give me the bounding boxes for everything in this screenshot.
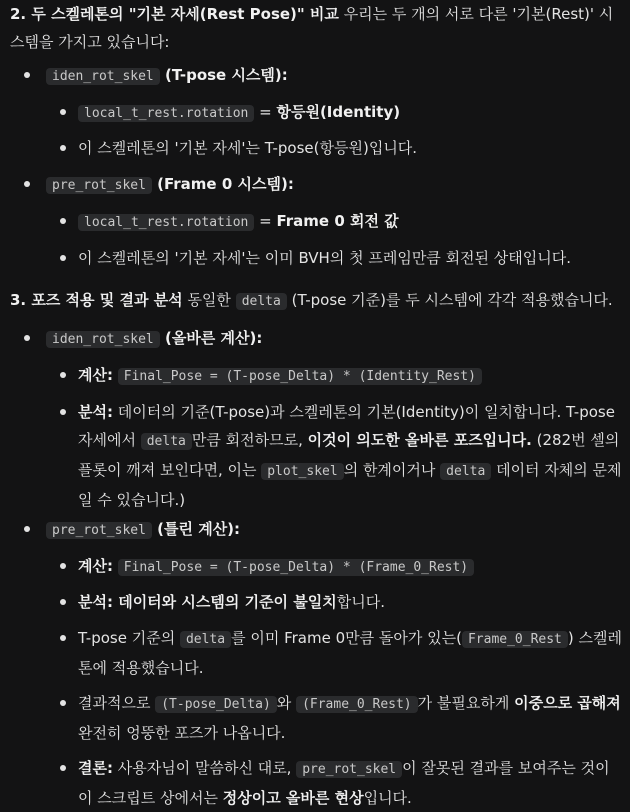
bullet-dot	[60, 109, 66, 115]
code-local-t-rest-rotation: local_t_rest.rotation	[78, 214, 254, 231]
bullet-dot	[60, 255, 66, 261]
analysis-label: 분석:	[78, 593, 113, 611]
code-calc-formula: Final_Pose = (T-pose_Delta) * (Frame_0_Rest)	[118, 559, 474, 576]
iden-system-label: (T-pose 시스템):	[159, 66, 288, 84]
result-text: 가 불필요하게	[417, 694, 515, 712]
code-delta: delta	[440, 463, 491, 480]
section-3-paragraph	[10, 286, 626, 316]
result-text: 결과적으로	[78, 694, 156, 712]
conclusion-text: 사용자님이 말씀하신 대로,	[112, 759, 297, 777]
equals-sign: =	[254, 103, 277, 121]
bullet-pre-rest-description: 이 스켈레톤의 '기본 자세'는 이미 BVH의 첫 프레임만큼 회전된 상태입니다.	[78, 249, 572, 267]
identity-value: 항등원(Identity)	[276, 103, 401, 121]
code-pre-rot-skel: pre_rot_skel	[46, 177, 152, 194]
bullet-dot	[60, 145, 66, 151]
bullet-dot	[24, 181, 30, 187]
code-tpose-delta: (T-pose_Delta)	[155, 696, 277, 713]
code-calc-formula: Final_Pose = (T-pose_Delta) * (Identity_Rest)	[118, 368, 482, 385]
code-pre-rot-skel: pre_rot_skel	[296, 761, 402, 778]
bullet-dot	[60, 218, 66, 224]
bullet-pre-tpose	[78, 624, 624, 682]
code-delta: delta	[141, 433, 192, 450]
code-frame0-rest: (Frame_0_Rest)	[296, 696, 418, 713]
bullet-pre-result	[78, 689, 624, 747]
bullet-dot	[60, 700, 66, 706]
code-local-t-rest-rotation: local_t_rest.rotation	[78, 105, 254, 122]
section-3-text: (T-pose 기준)를 두 시스템에 각각 적용했습니다.	[286, 291, 613, 309]
bullet-iden-correct	[46, 324, 262, 354]
code-iden-rot-skel: iden_rot_skel	[46, 68, 160, 85]
bullet-pre-wrong	[46, 515, 240, 545]
equals-sign: =	[254, 212, 277, 230]
bullet-pre-analysis	[78, 588, 385, 616]
code-pre-rot-skel: pre_rot_skel	[46, 522, 152, 539]
result-text: 와	[276, 694, 297, 712]
bullet-dot	[60, 765, 66, 771]
bullet-iden-analysis	[78, 398, 630, 514]
wrong-calc-label: (틀린 계산):	[151, 520, 241, 538]
correct-calc-label: (올바른 계산):	[159, 329, 263, 347]
bullet-pre-rest-rotation	[78, 207, 399, 237]
bullet-dot	[60, 635, 66, 641]
conclusion-text: 이 잘못된 결과를 보여주는 것이 이 스크립트 상에서는	[78, 759, 610, 807]
conclusion-text: 입니다.	[363, 789, 412, 807]
pre-system-label: (Frame 0 시스템):	[151, 175, 294, 193]
analysis-text: 데이터의 기준(T-pose)과 스켈레톤의 기본(Identity)이 일치합니다. T-pose 자세에서	[78, 403, 615, 449]
bullet-dot	[60, 563, 66, 569]
tpose-text: ) 스켈레톤에 적용했습니다.	[78, 629, 622, 677]
frame0-value: Frame 0 회전 값	[276, 212, 399, 230]
section-2-paragraph	[10, 0, 626, 56]
result-emphasis: 이중으로 곱해져	[514, 694, 621, 712]
code-delta: delta	[236, 293, 287, 310]
bullet-pre-system	[46, 170, 294, 200]
bullet-dot	[24, 335, 30, 341]
section-2-title: 2. 두 스켈레톤의 "기본 자세(Rest Pose)" 비교	[10, 5, 339, 23]
tpose-text: T-pose 기준의	[78, 629, 180, 647]
bullet-pre-conclusion	[78, 754, 624, 812]
bullet-dot	[60, 409, 66, 415]
conclusion-label: 결론:	[78, 759, 113, 777]
analysis-text: 의 한계이거나	[343, 461, 441, 479]
bullet-dot	[60, 372, 66, 378]
bullet-iden-rest-description: 이 스켈레톤의 '기본 자세'는 T-pose(항등원)입니다.	[78, 139, 418, 157]
conclusion-emphasis: 정상이고 올바른 현상	[222, 789, 364, 807]
bullet-pre-calc	[78, 552, 474, 582]
calc-label: 계산:	[78, 557, 113, 575]
analysis-text: (282번 셀의 플롯이 깨져 보인다면, 이는	[78, 431, 620, 479]
result-text: 완전히 엉뚱한 포즈가 나옵니다.	[78, 724, 286, 742]
analysis-text: 합니다.	[336, 593, 385, 611]
section-3-title: 3. 포즈 적용 및 결과 분석	[10, 291, 183, 309]
code-delta: delta	[180, 631, 231, 648]
tpose-text: 를 이미 Frame 0만큼 돌아가 있는(	[231, 629, 462, 647]
bullet-iden-system	[46, 61, 288, 91]
bullet-dot	[60, 599, 66, 605]
code-iden-rot-skel: iden_rot_skel	[46, 331, 160, 348]
section-3-text: 동일한	[182, 291, 236, 309]
analysis-text: 만큼 회전하므로,	[191, 431, 308, 449]
analysis-emphasis: 이것이 의도한 올바른 포즈입니다.	[307, 431, 532, 449]
analysis-emphasis: 데이터와 시스템의 기준이 불일치	[112, 593, 337, 611]
calc-label: 계산:	[78, 366, 113, 384]
section-2-intro: 우리는 두 개의 서로 다른 '기본(Rest)' 시스템을 가지고 있습니다:	[10, 5, 614, 51]
analysis-label: 분석:	[78, 403, 113, 421]
code-frame0-rest: Frame_0_Rest	[462, 631, 568, 648]
bullet-iden-calc	[78, 361, 482, 391]
code-plot-skel: plot_skel	[261, 463, 343, 480]
bullet-dot	[24, 72, 30, 78]
analysis-text: 데이터 자체의 문제일 수 있습니다.)	[78, 461, 622, 509]
bullet-iden-rest-rotation	[78, 98, 400, 128]
bullet-dot	[24, 526, 30, 532]
